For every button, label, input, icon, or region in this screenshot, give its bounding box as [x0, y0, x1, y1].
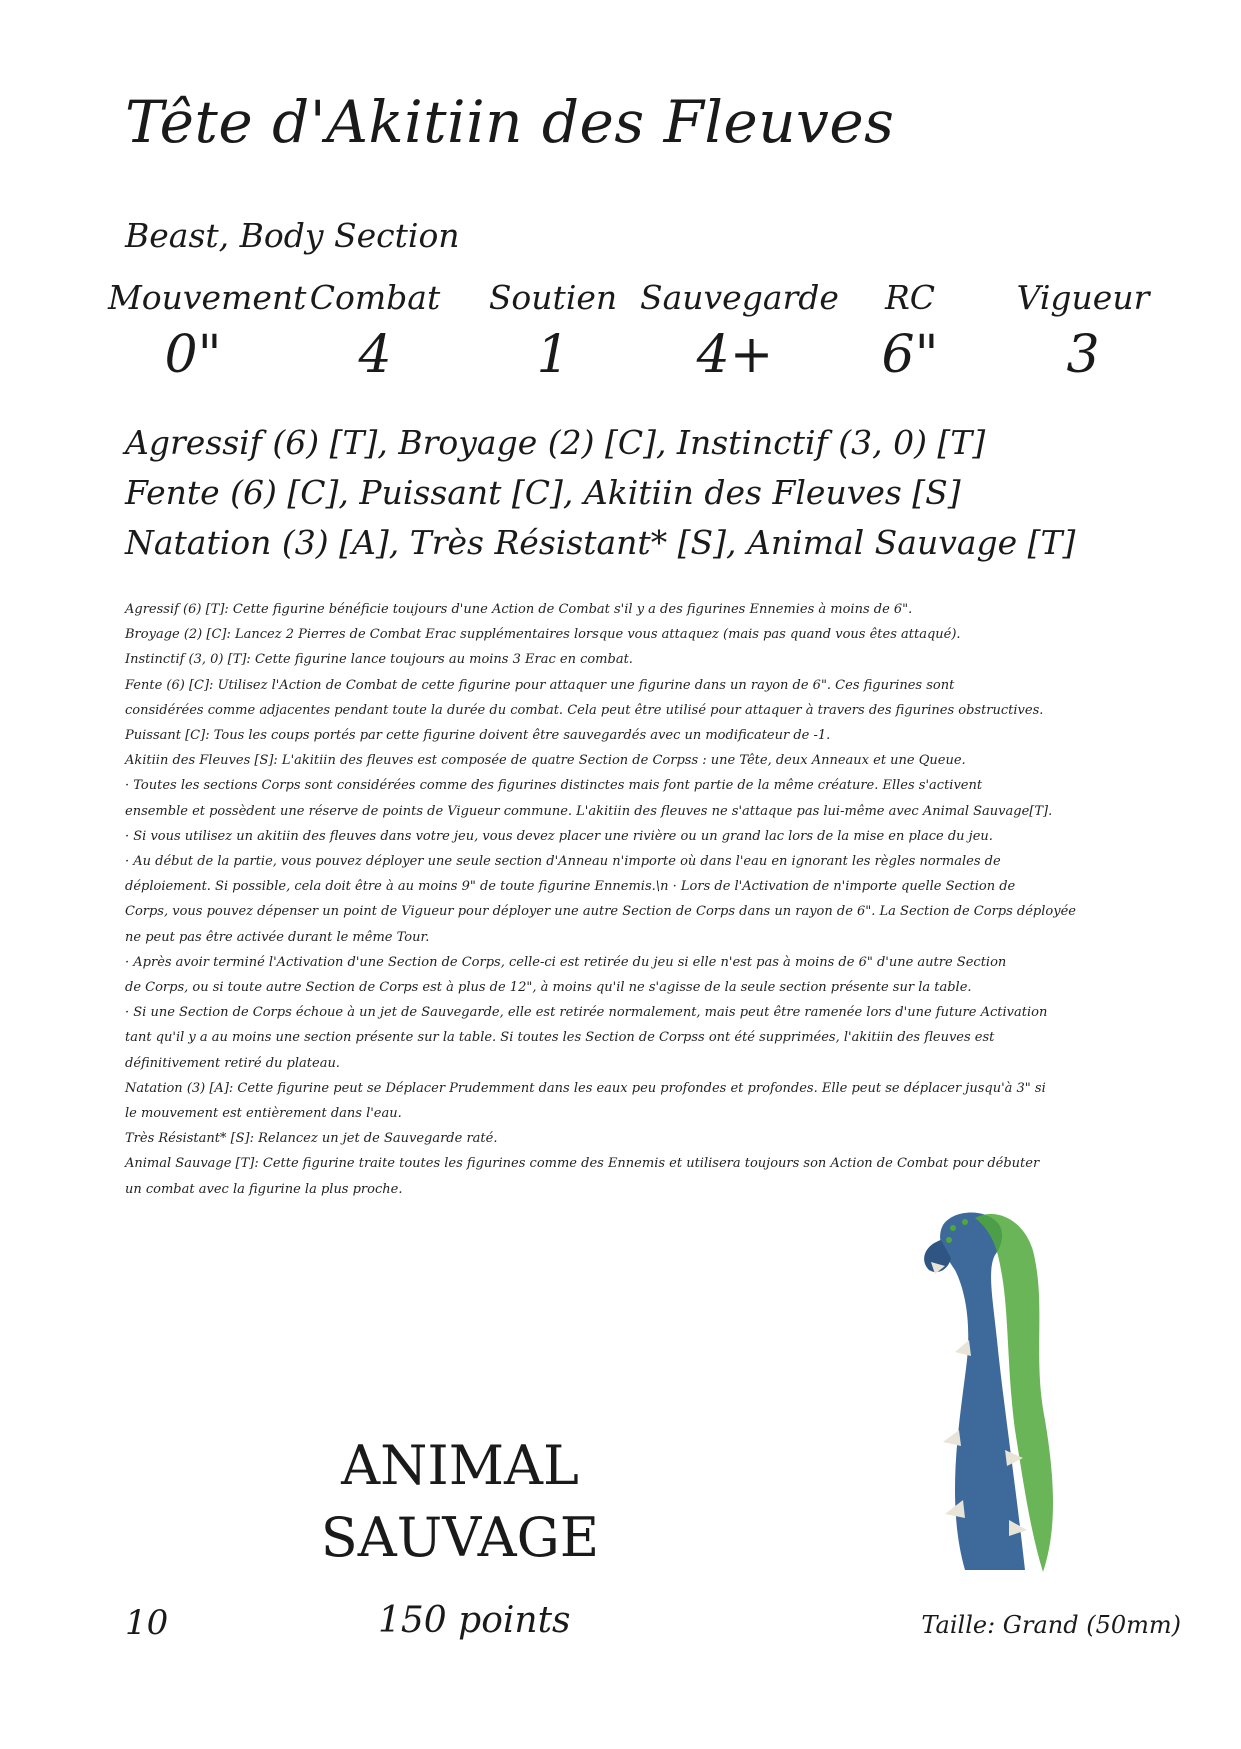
stat-value: 3 [1066, 325, 1100, 385]
rules-description [125, 597, 1125, 1202]
stat-value: 0" [164, 325, 222, 385]
stat-value: 4+ [696, 325, 774, 385]
description-line: considérées comme adjacentes pendant toute la durée du combat. Cela peut être utilisé pour attaquer à travers des figurines obstructives. [125, 702, 1044, 718]
page-title: Tête d'Akitiin des Fleuves [125, 88, 895, 156]
stat-combat [300, 278, 450, 385]
stat-rc [860, 278, 960, 385]
description-line: de Corps, ou si toute autre Section de Corps est à plus de 12", à moins qu'il ne s'agisse de la seule section présente sur la table. [125, 980, 972, 996]
stat-soutien [478, 278, 628, 385]
description-line: définitivement retiré du plateau. [125, 1055, 340, 1071]
description-line: · Si vous utilisez un akitiin des fleuves dans votre jeu, vous devez placer une rivière ou un grand lac lors de la mise en place du jeu. [125, 828, 993, 844]
description-line: · Toutes les sections Corps sont considérées comme des figurines distinctes mais font partie de la même créature. Elles s'activent [125, 778, 983, 794]
stat-label: Mouvement [108, 278, 307, 317]
stat-label: Vigueur [1016, 278, 1150, 317]
description-line: · Si une Section de Corps échoue à un jet de Sauvegarde, elle est retirée normalement, mais peut être ramenée lors d'une future Activation [125, 1005, 1048, 1021]
description-line: le mouvement est entièrement dans l'eau. [125, 1106, 402, 1122]
special-rules-list [125, 418, 1175, 568]
stat-label: Sauvegarde [640, 278, 839, 317]
stat-sauvegarde [640, 278, 839, 385]
description-line: Fente (6) [C]: Utilisez l'Action de Combat de cette figurine pour attaquer une figurine dans un rayon de 6". Ces figurines sont [125, 677, 955, 693]
unit-type-line: Beast, Body Section [125, 216, 460, 255]
description-line: Très Résistant* [S]: Relancez un jet de Sauvegarde raté. [125, 1131, 498, 1147]
stat-value: 4 [358, 325, 392, 385]
faction-band-line: ANIMAL [341, 1434, 579, 1497]
special-rules-line: Natation (3) [A], Très Résistant* [S], Animal Sauvage [T] [125, 523, 1076, 562]
faction-band-line: SAUVAGE [320, 1506, 600, 1569]
description-line: Broyage (2) [C]: Lancez 2 Pierres de Combat Erac supplémentaires lorsque vous attaquez (mais pas quand vous êtes attaqué). [125, 627, 961, 643]
base-size: Taille: Grand (50mm) [921, 1611, 1181, 1639]
description-line: ne peut pas être activée durant le même Tour. [125, 929, 430, 945]
description-line: Agressif (6) [T]: Cette figurine bénéficie toujours d'une Action de Combat s'il y a des figurines Ennemies à moins de 6". [125, 602, 913, 617]
page-number: 10 [125, 1603, 169, 1643]
faction-band [300, 1430, 620, 1574]
description-line: Natation (3) [A]: Cette figurine peut se Déplacer Prudemment dans les eaux peu profondes et profondes. Elle peut se déplacer jusqu'à 3" si [125, 1080, 1046, 1096]
description-line: Instinctif (3, 0) [T]: Cette figurine lance toujours au moins 3 Erac en combat. [125, 652, 633, 668]
description-line: Corps, vous pouvez dépenser un point de Vigueur pour déployer une autre Section de Corps dans un rayon de 6". La Section de Corps déployée [125, 904, 1076, 920]
special-rules-line: Agressif (6) [T], Broyage (2) [C], Instinctif (3, 0) [T] [125, 423, 986, 462]
stat-label: Combat [309, 278, 441, 317]
description-line: · Au début de la partie, vous pouvez déployer une seule section d'Anneau n'importe où dans l'eau en ignorant les règles normales de [125, 854, 1001, 870]
special-rules-line: Fente (6) [C], Puissant [C], Akitiin des Fleuves [S] [125, 473, 961, 512]
description-line: Puissant [C]: Tous les coups portés par cette figurine doivent être sauvegardés avec un modificateur de -1. [125, 728, 831, 744]
stat-value: 6" [881, 325, 939, 385]
description-line: tant qu'il y a au moins une section présente sur la table. Si toutes les Section de Corpss ont été supprimées, l'akitiin des fleuves est [125, 1030, 995, 1046]
points-cost: 150 points [378, 1600, 571, 1641]
description-line: Akitiin des Fleuves [S]: L'akitiin des fleuves est composée de quatre Section de Corpss : une Tête, deux Anneaux et une Queue. [125, 753, 966, 769]
description-line: déploiement. Si possible, cela doit être à au moins 9" de toute figurine Ennemis.\n · Lors de l'Activation de n'importe quelle Section de [125, 879, 1016, 895]
description-line: ensemble et possèdent une réserve de points de Vigueur commune. L'akitiin des fleuves ne s'attaque pas lui-même avec Animal Sauvage[T]. [125, 803, 1053, 819]
description-line: un combat avec la figurine la plus proche. [125, 1181, 403, 1197]
description-line: · Après avoir terminé l'Activation d'une Section de Corps, celle-ci est retirée du jeu si elle n'est pas à moins de 6" d'une autre Section [125, 954, 1007, 970]
description-line: Animal Sauvage [T]: Cette figurine traite toutes les figurines comme des Ennemis et utilisera toujours son Action de Combat pour débuter [125, 1156, 1040, 1172]
stat-value: 1 [536, 325, 570, 385]
stat-label: Soutien [488, 278, 618, 317]
stat-vigueur [1008, 278, 1158, 385]
stat-block [0, 278, 1241, 398]
stat-label: RC [884, 278, 936, 317]
sea-serpent-miniature-icon [905, 1200, 1065, 1580]
stat-mouvement [108, 278, 307, 385]
